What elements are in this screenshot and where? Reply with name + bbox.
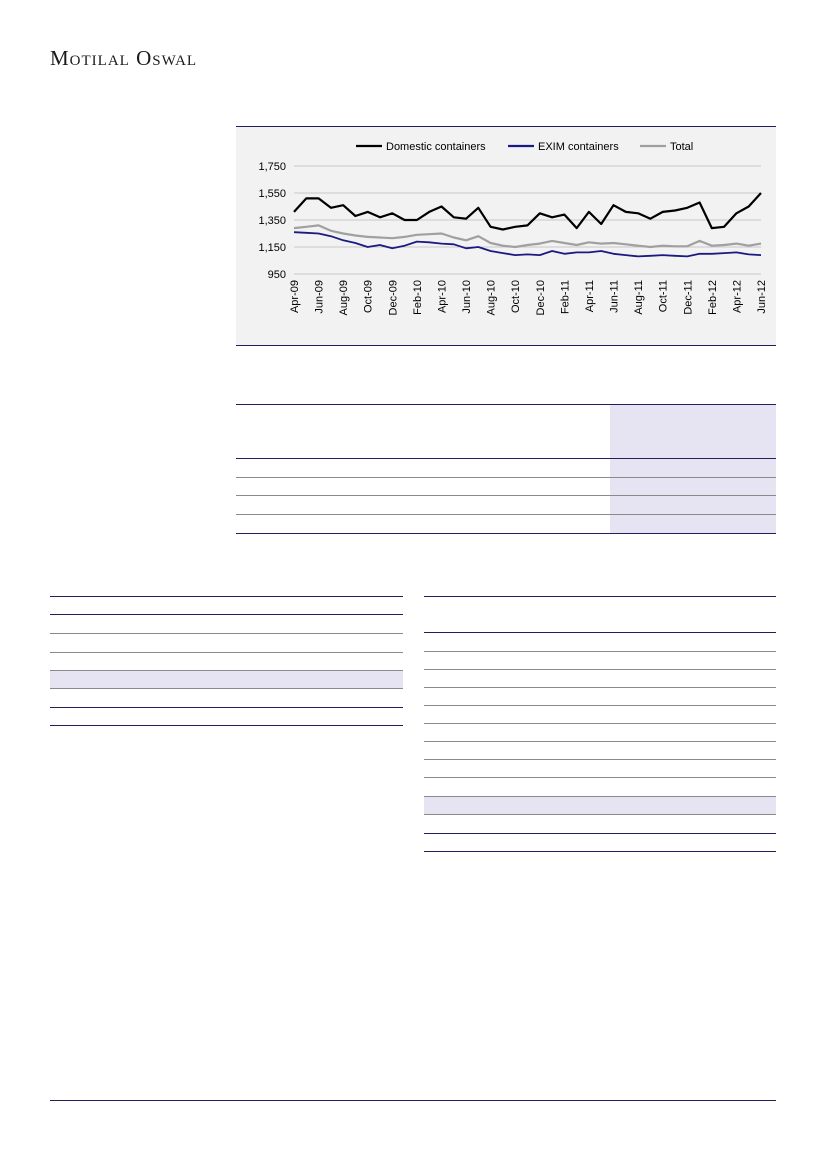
x-tick-label: Oct-10 [510,280,523,314]
legend-label: EXIM containers [538,141,619,153]
footer-rule [50,1100,776,1101]
chart-svg [236,127,776,345]
x-tick-label: Feb-12 [706,280,719,315]
x-tick-label: Jun-12 [756,280,768,314]
x-tick-label: Aug-10 [485,280,498,316]
table3-header-rule [424,632,776,633]
table1-row-rule [236,514,776,515]
table3-row-rule [424,741,776,742]
table3-row-rule [424,777,776,778]
table3-row-rule [424,814,776,815]
table3-highlight-row [424,797,776,814]
x-tick-label: Oct-09 [362,280,375,314]
x-tick-label: Jun-10 [461,280,474,314]
legend-label: Domestic containers [386,141,486,153]
table2-top-rule [50,596,403,597]
table1-row-rule [236,495,776,496]
x-tick-label: Feb-11 [559,280,572,315]
table2-row-rule [50,670,403,671]
table3-row-rule [424,669,776,670]
table3-row-rule [424,705,776,706]
legend-label: Total [670,141,694,153]
x-tick-label: Apr-11 [583,280,596,313]
x-tick-label: Apr-09 [289,280,301,314]
x-tick-label: Apr-12 [731,279,744,314]
y-tick-label: 950 [267,269,286,281]
table2-highlight-row [50,671,403,688]
x-tick-label: Dec-10 [534,280,547,316]
table3-bottom-rule [424,851,776,852]
x-tick-label: Apr-10 [436,280,449,314]
table2-row-rule [50,688,403,689]
table2-row-rule [50,633,403,634]
x-tick-label: Jun-11 [608,280,621,313]
table3-top-rule [424,596,776,597]
table3-row-rule [424,796,776,797]
table2-bottom-rule [50,725,403,726]
table3-row-rule [424,651,776,652]
table2-row-rule [50,652,403,653]
series-line-domestic-containers [294,193,761,230]
x-tick-label: Jun-09 [313,280,326,314]
y-tick-label: 1,550 [258,188,286,200]
series-line-total [294,225,761,247]
x-tick-label: Aug-09 [338,280,351,316]
y-tick-label: 1,750 [258,161,286,173]
table1-header-rule [236,458,776,459]
x-tick-label: Oct-11 [657,280,670,313]
table1-bottom-rule [236,533,776,534]
container-volume-chart [236,126,776,346]
x-tick-label: Feb-10 [411,280,424,315]
y-tick-label: 1,350 [258,215,286,227]
x-tick-label: Aug-11 [633,280,646,315]
y-tick-label: 1,150 [258,242,286,254]
table3-row-rule [424,687,776,688]
table2-header-rule [50,614,403,615]
x-tick-label: Dec-11 [682,280,695,315]
x-tick-label: Dec-09 [387,280,400,316]
table3-row-rule [424,833,776,834]
brand-logo: Motilal Oswal [50,46,198,70]
table3-row-rule [424,759,776,760]
table3-row-rule [424,723,776,724]
table2-row-rule [50,707,403,708]
table1-top-rule [236,404,776,405]
table1-row-rule [236,477,776,478]
